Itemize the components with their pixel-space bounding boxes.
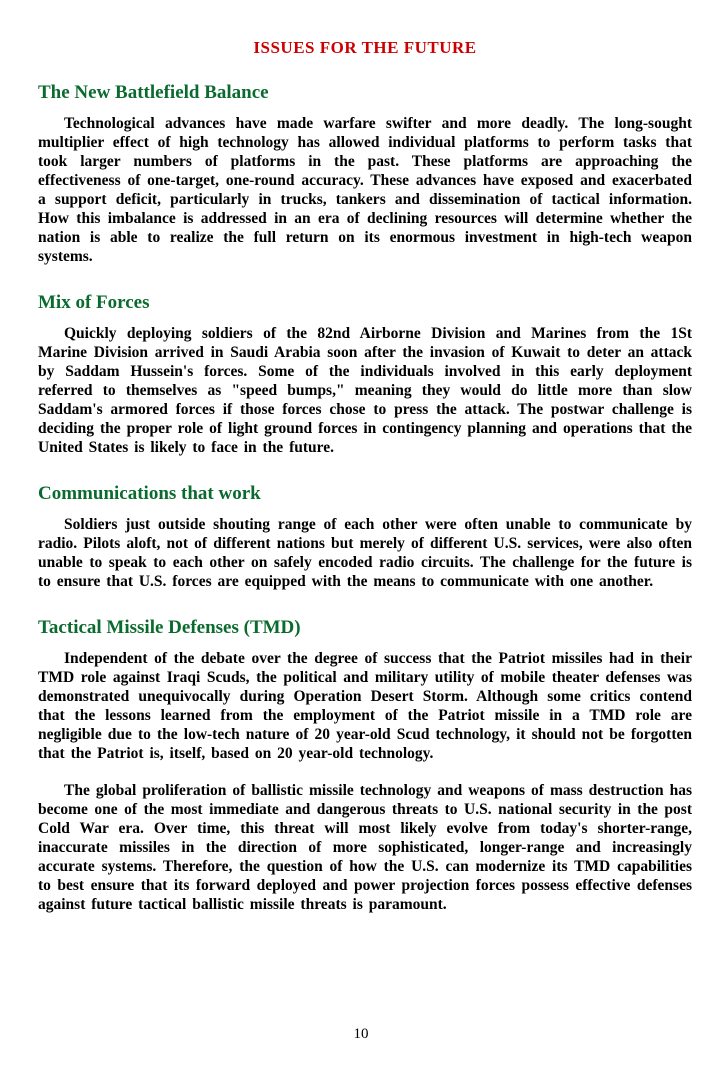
section-heading: Mix of Forces: [38, 292, 150, 313]
section-heading: Communications that work: [38, 483, 261, 504]
paragraph: Technological advances have made warfare swifter and more deadly. The long-sought multiplier effect of high technology has allowed individual platforms to perform tasks that took larger numbers of platforms in the past. These platforms are approaching the effectiveness of one-target, one-round accuracy. These advances have exposed and exacerbated a support deficit, particularly in trucks, tankers and dissemination of tactical information. How this imbalance is addressed in an era of declining resources will determine whether the nation is able to realize the full return on its enormous investment in high-tech weapon systems.: [38, 115, 692, 265]
paragraph: Quickly deploying soldiers of the 82nd Airborne Division and Marines from the 1St Marine Division arrived in Saudi Arabia soon after the invasion of Kuwait to deter an attack by Saddam Hussein's forces. Some of the individuals involved in this early deployment referred to themselves as "speed bumps," meaning they would do little more than slow Saddam's armored forces if those forces chose to press the attack. The postwar challenge is deciding the proper role of light ground forces in contingency planning and operations that the United States is likely to face in the future.: [38, 325, 692, 456]
paragraph: Independent of the debate over the degree of success that the Patriot missiles had in their TMD role against Iraqi Scuds, the political and military utility of mobile theater defenses was demonstrated unequivocally during Operation Desert Storm. Although some critics contend that the lessons learned from the employment of the Patriot missile in a TMD role are negligible due to the low-tech nature of 20 year-old Scud technology, it should not be forgotten that the Patriot is, itself, based on 20 year-old technology.: [38, 650, 692, 762]
section-communications-that-work: [38, 483, 692, 591]
paragraph: The global proliferation of ballistic missile technology and weapons of mass destruction has become one of the most immediate and dangerous threats to U.S. national security in the post Cold War era. Over time, this threat will most likely evolve from today's shorter-range, inaccurate missiles in the direction of more sophisticated, longer-range and increasingly accurate systems. Therefore, the question of how the U.S. can modernize its TMD capabilities to best ensure that its forward deployed and power projection forces possess effective defenses against future tactical ballistic missile threats is paramount.: [38, 782, 692, 913]
section-heading: The New Battlefield Balance: [38, 82, 269, 103]
section-tactical-missile-defenses: [38, 617, 692, 914]
section-new-battlefield-balance: [38, 82, 692, 266]
section-heading: Tactical Missile Defenses (TMD): [38, 617, 301, 638]
page-number: 10: [353, 1026, 369, 1042]
page-title: ISSUES FOR THE FUTURE: [253, 38, 477, 57]
section-mix-of-forces: [38, 292, 692, 457]
paragraph: Soldiers just outside shouting range of each other were often unable to communicate by radio. Pilots aloft, not of different nations but merely of different U.S. services, were also often unable to speak to each other on safely encoded radio circuits. The challenge for the future is to ensure that U.S. forces are equipped with the means to communicate with one another.: [38, 516, 692, 590]
